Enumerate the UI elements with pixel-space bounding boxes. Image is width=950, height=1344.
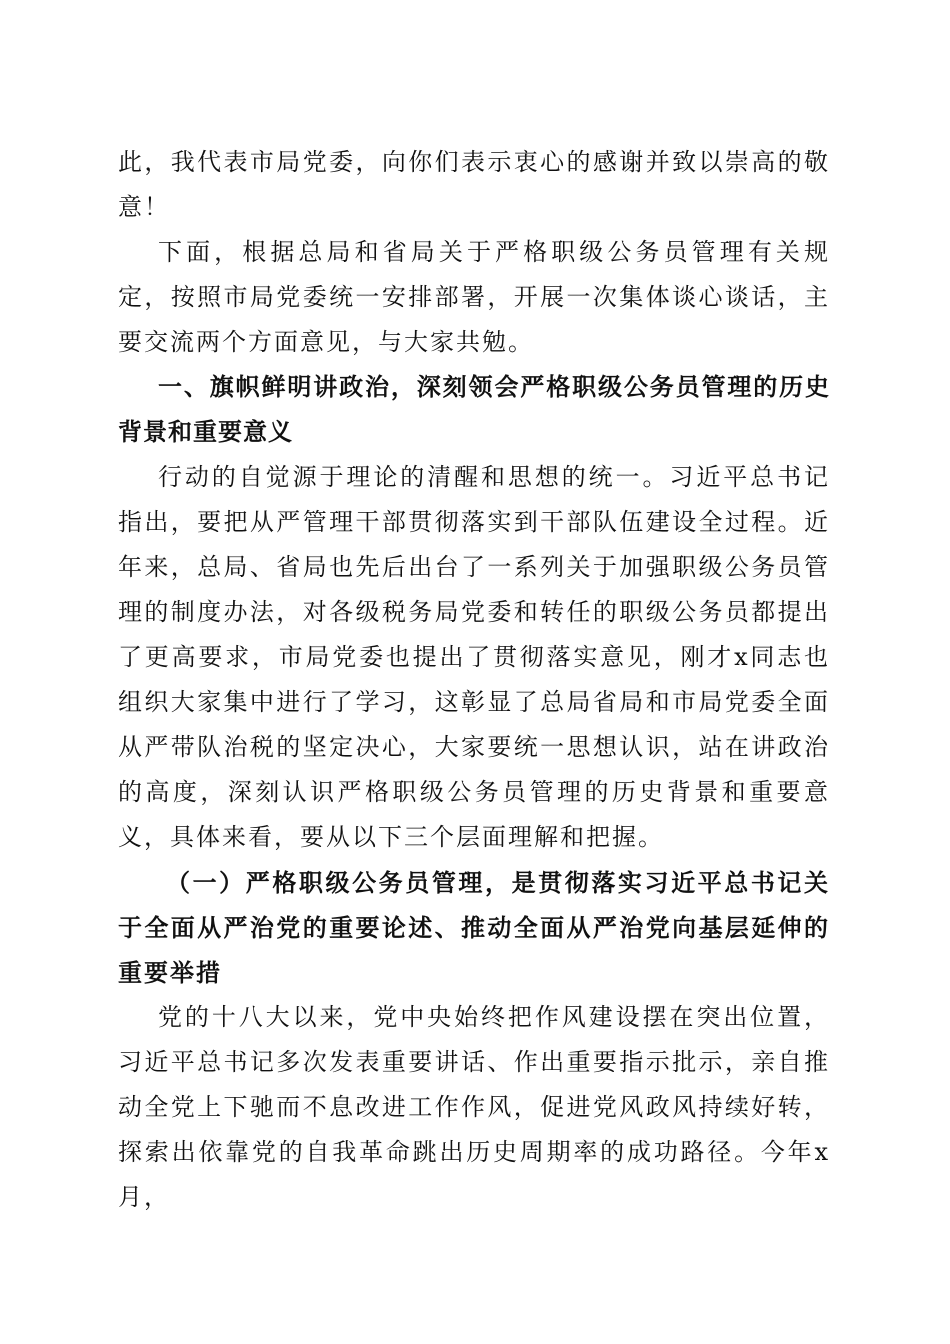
subsection-heading-1: （一）严格职级公务员管理，是贯彻落实习近平总书记关于全面从严治党的重要论述、推动全面从严治党向基层延伸的重要举措 [118, 868, 830, 987]
paragraph-subsection-1-body: 党的十八大以来，党中央始终把作风建设摆在突出位置，习近平总书记多次发表重要讲话、作出重要指示批示，亲自推动全党上下驰而不息改进工作作风，促进党风政风持续好转，探索出依靠党的自我革命跳出历史周期率的成功路径。今年x月， [118, 1003, 830, 1211]
paragraph-section-1-body: 行动的自觉源于理论的清醒和思想的统一。习近平总书记指出，要把从严管理干部贯彻落实到干部队伍建设全过程。近年来，总局、省局也先后出台了一系列关于加强职级公务员管理的制度办法，对各级税务局党委和转任的职级公务员都提出了更高要求，市局党委也提出了贯彻落实意见，刚才x同志也组织大家集中进行了学习，这彰显了总局省局和市局党委全面从严带队治税的坚定决心，大家要统一思想认识，站在讲政治的高度，深刻认识严格职级公务员管理的历史背景和重要意义，具体来看，要从以下三个层面理解和把握。 [118, 463, 830, 851]
paragraph-closing-thanks: 此，我代表市局党委，向你们表示衷心的感谢并致以崇高的敬意！ [118, 148, 830, 221]
section-heading-1: 一、旗帜鲜明讲政治，深刻领会严格职级公务员管理的历史背景和重要意义 [118, 373, 830, 446]
document-page [118, 140, 830, 1220]
paragraph-intro: 下面，根据总局和省局关于严格职级公务员管理有关规定，按照市局党委统一安排部署，开展一次集体谈心谈话，主要交流两个方面意见，与大家共勉。 [118, 238, 830, 356]
